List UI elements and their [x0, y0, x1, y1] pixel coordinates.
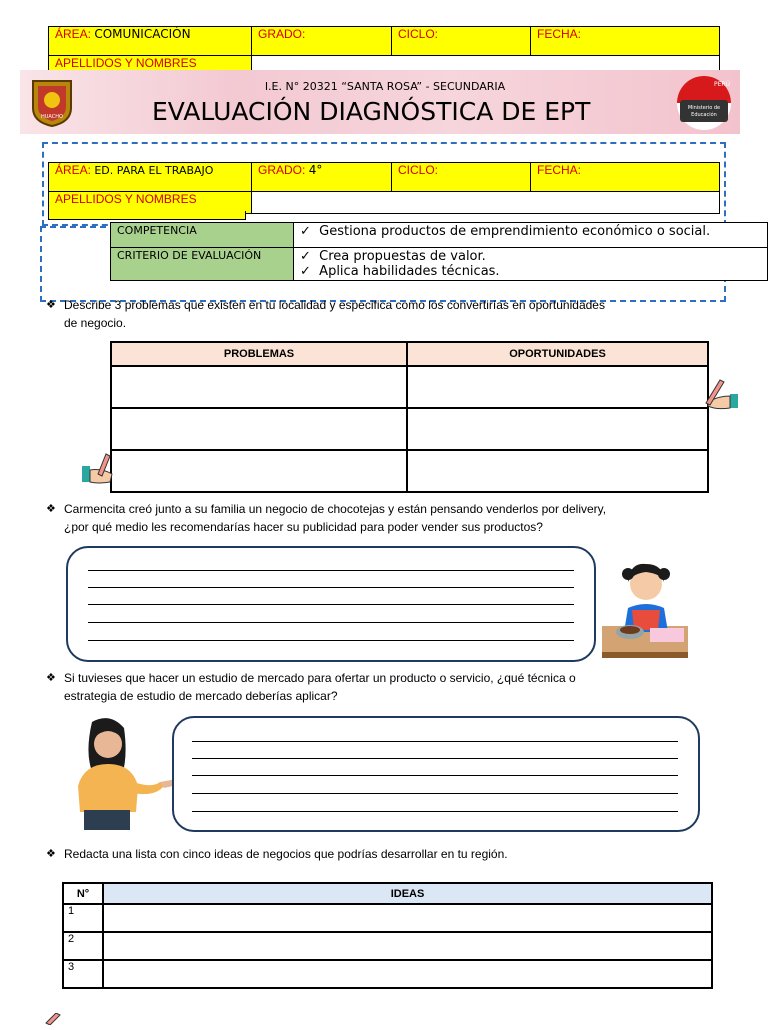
diamond-bullet-icon: ❖ [46, 503, 56, 515]
question-4 [46, 845, 686, 863]
answer-line [88, 604, 574, 605]
competencia-label: COMPETENCIA [111, 223, 294, 248]
competencia-text: Gestiona productos de emprendimiento económico o social. [319, 224, 711, 239]
opportunity-cell[interactable] [407, 366, 708, 408]
apellidos-cell: APELLIDOS Y NOMBRES [49, 56, 252, 76]
ciclo-cell: CICLO: [392, 27, 531, 56]
answer-line [88, 570, 574, 571]
area-cell [49, 27, 252, 56]
area-value: COMUNICACIÓN [94, 27, 191, 41]
problems-table [110, 341, 709, 493]
svg-text:HUACHO: HUACHO [41, 114, 63, 120]
opportunity-cell[interactable] [407, 450, 708, 492]
area-value-2: ED. PARA EL TRABAJO [94, 164, 214, 177]
area-label: ÁREA: [55, 27, 92, 41]
answer-line [88, 640, 574, 641]
diamond-bullet-icon: ❖ [46, 299, 56, 311]
fecha-cell-2: FECHA: [531, 163, 720, 192]
opportunities-header: OPORTUNIDADES [407, 342, 708, 366]
apellidos-cell-2: APELLIDOS Y NOMBRES [49, 192, 252, 214]
answer-line [88, 587, 574, 588]
competencia-table [110, 222, 768, 281]
dashed-frame-top [42, 142, 726, 226]
school-crest-icon [30, 78, 74, 128]
diamond-bullet-icon: ❖ [46, 848, 56, 860]
criterio-values: ✓ Crea propuestas de valor. ✓ Aplica habilidades técnicas. [294, 248, 768, 281]
answer-line [192, 811, 678, 812]
problem-cell[interactable] [111, 450, 407, 492]
problem-cell[interactable] [111, 366, 407, 408]
question-3-text [46, 669, 686, 705]
question-2-line-2: ¿por qué medio les recomendarías hacer su publicidad para poder vender sus productos? [64, 520, 543, 534]
girl-baking-illustration [602, 552, 692, 660]
svg-text:PERÚ: PERÚ [714, 81, 730, 88]
question-3-line-1: Si tuvieses que hacer un estudio de mercado para ofertar un producto o servicio, ¿qué técnica o [64, 671, 576, 685]
page-title: EVALUACIÓN DIAGNÓSTICA DE EPT [152, 97, 591, 126]
question-3-line-2: estrategia de estudio de mercado deberías aplicar? [64, 689, 338, 703]
diamond-bullet-icon: ❖ [46, 672, 56, 684]
pencil-hand-icon [700, 378, 740, 412]
problem-cell[interactable] [111, 408, 407, 450]
answer-line [192, 793, 678, 794]
ideas-header: IDEAS [103, 883, 712, 904]
area-label-2: ÁREA: [55, 163, 92, 177]
criterio-1: Crea propuestas de valor. [319, 249, 486, 264]
top-header-table [48, 26, 720, 76]
problems-header: PROBLEMAS [111, 342, 407, 366]
idea-cell[interactable] [103, 932, 712, 960]
answer-box-3[interactable] [172, 716, 700, 832]
question-1 [46, 296, 686, 332]
school-name: I.E. N° 20321 “SANTA ROSA” - SECUNDARIA [264, 80, 506, 93]
pencil-hand-icon [80, 452, 120, 486]
grado-cell: GRADO: [252, 27, 392, 56]
answer-line [192, 758, 678, 759]
woman-illustration [64, 716, 188, 832]
answer-line [88, 622, 574, 623]
answer-line [192, 775, 678, 776]
question-3 [46, 669, 686, 705]
question-2-line-1: Carmencita creó junto a su familia un negocio de chocotejas y están pensando venderlos por delivery, [64, 502, 607, 516]
answer-line [192, 741, 678, 742]
question-2 [46, 500, 686, 536]
ciclo-cell-2: CICLO: [392, 163, 531, 192]
row-number: 3 [63, 960, 103, 988]
opportunity-cell[interactable] [407, 408, 708, 450]
competencia-value: ✓ Gestiona productos de emprendimiento económico o social. [294, 223, 768, 248]
pencil-icon [44, 1012, 62, 1024]
question-1-text [46, 296, 686, 332]
fecha-cell: FECHA: [531, 27, 720, 56]
idea-cell[interactable] [103, 960, 712, 988]
question-4-text: Redacta una lista con cinco ideas de negocios que podrías desarrollar en tu región. [64, 847, 508, 861]
svg-text:Ministerio de: Ministerio de [687, 105, 721, 111]
criterio-2: Aplica habilidades técnicas. [319, 264, 500, 279]
question-1-line-2: de negocio. [64, 316, 127, 330]
ministry-logo-icon [670, 74, 738, 132]
row-number: 2 [63, 932, 103, 960]
grado-value-2: 4° [308, 163, 323, 177]
question-1-line-1: Describe 3 problemas que existen en tu localidad y especifica como los convertirías en oportunidades [64, 298, 605, 312]
row-number: 1 [63, 904, 103, 932]
question-2-text [46, 500, 686, 536]
ideas-table [62, 882, 713, 989]
number-header: N° [63, 883, 103, 904]
idea-cell[interactable] [103, 904, 712, 932]
criterio-label: CRITERIO DE EVALUACIÓN [111, 248, 294, 281]
grado-label-2: GRADO: [258, 163, 306, 177]
svg-text:Educación: Educación [691, 112, 717, 118]
